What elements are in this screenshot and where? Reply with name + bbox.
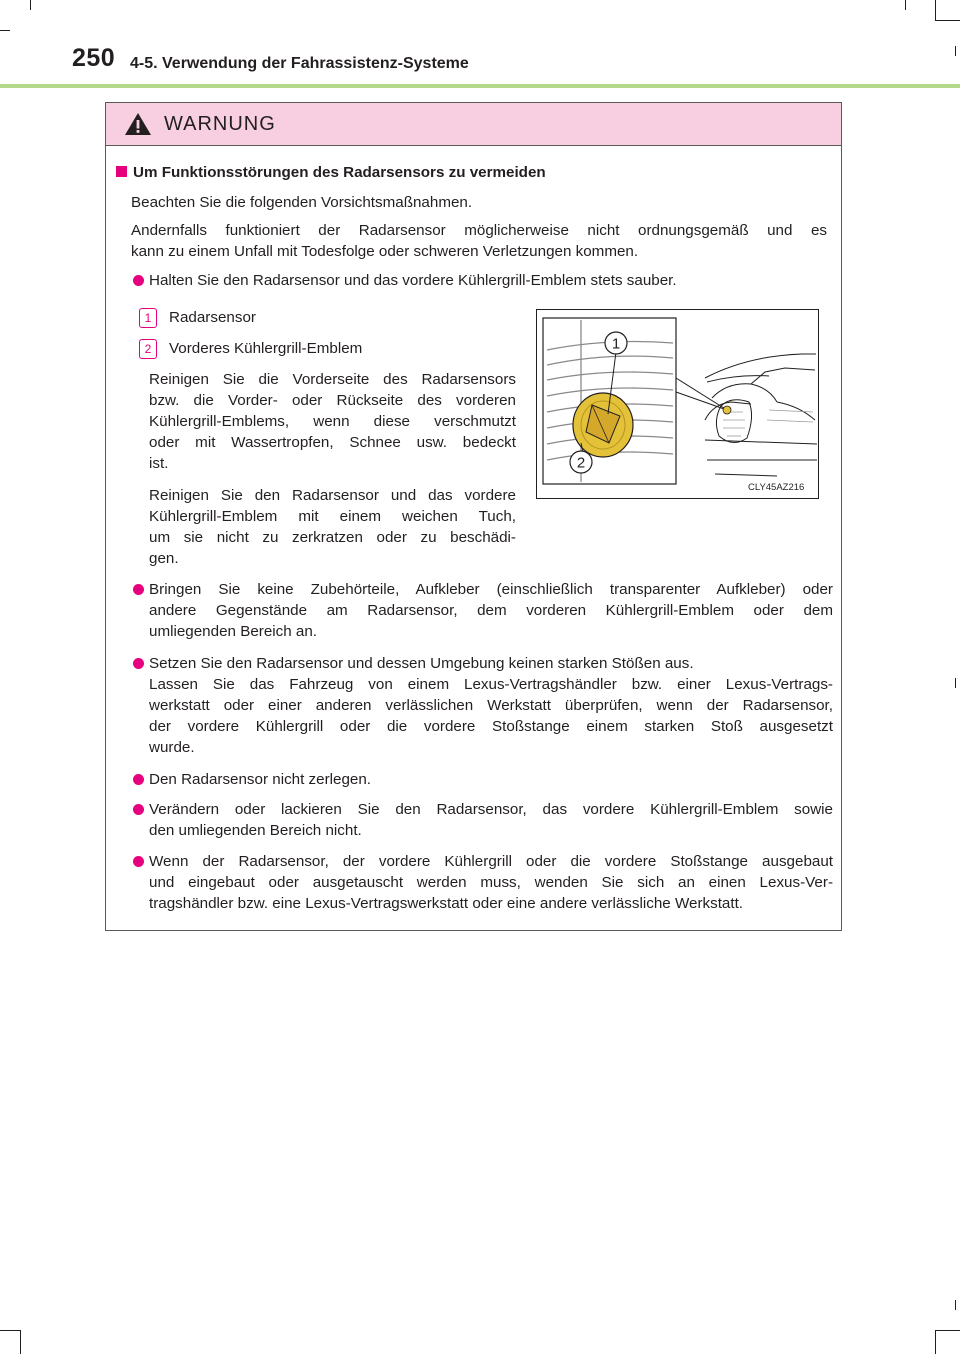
cleaning-text-2-line4: gen.: [149, 550, 179, 567]
bullet-3-line3: werkstatt oder einer anderen verlässlichen Werkstatt überprüfen, wenn der Radarsensor,: [149, 697, 833, 714]
bullet-6-line1: Wenn der Radarsensor, der vordere Kühlergrill oder die vordere Stoßstange ausgebaut: [149, 853, 833, 870]
legend-number-2: 2: [139, 339, 157, 359]
crop-mark: [935, 1330, 960, 1331]
bullet-2-line2: andere Gegenstände am Radarsensor, dem vorderen Kühlergrill-Emblem oder dem: [149, 602, 833, 619]
legend-label-2: Vorderes Kühlergrill-Emblem: [169, 340, 363, 357]
callout-label-2: 2: [576, 454, 586, 472]
square-bullet-icon: [116, 166, 127, 177]
crop-mark: [955, 1300, 956, 1310]
crop-mark: [935, 1330, 936, 1354]
page-number: 250: [72, 44, 116, 72]
callout-label-1: 1: [611, 335, 621, 353]
bullet-3-line1: Setzen Sie den Radarsensor und dessen Umgebung keinen starken Stößen aus.: [149, 655, 694, 672]
bullet-4: Den Radarsensor nicht zerlegen.: [149, 771, 372, 788]
bullet-dot-icon: [133, 856, 144, 867]
crop-mark: [955, 678, 956, 688]
crop-mark: [0, 1330, 20, 1331]
figure-code: CLY45AZ216: [748, 482, 805, 493]
cleaning-text-2-line3: um sie nicht zu zerkratzen oder zu beschädi-: [149, 529, 516, 546]
bullet-2-line3: umliegenden Bereich an.: [149, 623, 318, 640]
radar-sensor-figure: [536, 309, 819, 499]
warning-title: WARNUNG: [164, 113, 276, 135]
cleaning-text-1-line5: ist.: [149, 455, 169, 472]
bullet-dot-icon: [133, 584, 144, 595]
bullet-6-line2: und eingebaut oder ausgetauscht werden muss, wenden Sie sich an einen Lexus-Ver-: [149, 874, 833, 891]
car-front-drawing: [705, 354, 817, 476]
grille-illustration: [537, 310, 817, 497]
bullet-3-line4: der vordere Kühlergrill oder die vordere Stoßstange einem starken Stoß ausgesetzt: [149, 718, 833, 735]
intro-text-1: Beachten Sie die folgenden Vorsichtsmaßnahmen.: [131, 194, 473, 211]
bullet-3-line2: Lassen Sie das Fahrzeug von einem Lexus-Vertragshändler bzw. einer Lexus-Vertrags-: [149, 676, 833, 693]
section-title: 4-5. Verwendung der Fahrassistenz-Systeme: [130, 55, 469, 72]
intro-text-2-line1: Andernfalls funktioniert der Radarsensor möglicherweise nicht ordnungsgemäß und es: [131, 222, 827, 239]
warning-header: [106, 103, 841, 146]
warning-box: [105, 102, 842, 931]
cleaning-text-1-line1: Reinigen Sie die Vorderseite des Radarsensors: [149, 371, 516, 388]
emblem-marker: [723, 406, 731, 414]
bullet-5-line2: den umliegenden Bereich nicht.: [149, 822, 362, 839]
bullet-dot-icon: [133, 658, 144, 669]
bullet-dot-icon: [133, 804, 144, 815]
cleaning-text-2-line2: Kühlergrill-Emblem mit einem weichen Tuch,: [149, 508, 516, 525]
legend-number-1: 1: [139, 308, 157, 328]
bullet-dot-icon: [133, 275, 144, 286]
bullet-5-line1: Verändern oder lackieren Sie den Radarsensor, das vordere Kühlergrill-Emblem sowie: [149, 801, 833, 818]
bullet-2-line1: Bringen Sie keine Zubehörteile, Aufkleber (einschließlich transparenter Aufkleber) oder: [149, 581, 833, 598]
header-rule: [0, 84, 960, 88]
bullet-1: Halten Sie den Radarsensor und das vordere Kühlergrill-Emblem stets sauber.: [149, 272, 677, 289]
bullet-dot-icon: [133, 774, 144, 785]
warning-heading-text: Um Funktionsstörungen des Radarsensors zu vermeiden: [133, 164, 546, 181]
intro-text-2-line2: kann zu einem Unfall mit Todesfolge oder schweren Verletzungen kommen.: [131, 243, 639, 260]
cleaning-text-1-line4: oder mit Wassertropfen, Schnee usw. bedeckt: [149, 434, 516, 451]
legend-label-1: Radarsensor: [169, 309, 256, 326]
cleaning-text-2-line1: Reinigen Sie den Radarsensor und das vordere: [149, 487, 516, 504]
cleaning-text-1-line3: Kühlergrill-Emblems, wenn diese verschmutzt: [149, 413, 516, 430]
bullet-3-line5: wurde.: [149, 739, 195, 756]
crop-mark: [20, 1330, 21, 1354]
warning-triangle-icon: [124, 112, 152, 136]
page-header: [0, 0, 960, 90]
warning-heading: [116, 162, 816, 184]
cleaning-text-1-line2: bzw. die Vorder- oder Rückseite des vorderen: [149, 392, 516, 409]
bullet-6-line3: tragshändler bzw. eine Lexus-Vertragswerkstatt oder eine andere verlässliche Werkstatt.: [149, 895, 744, 912]
